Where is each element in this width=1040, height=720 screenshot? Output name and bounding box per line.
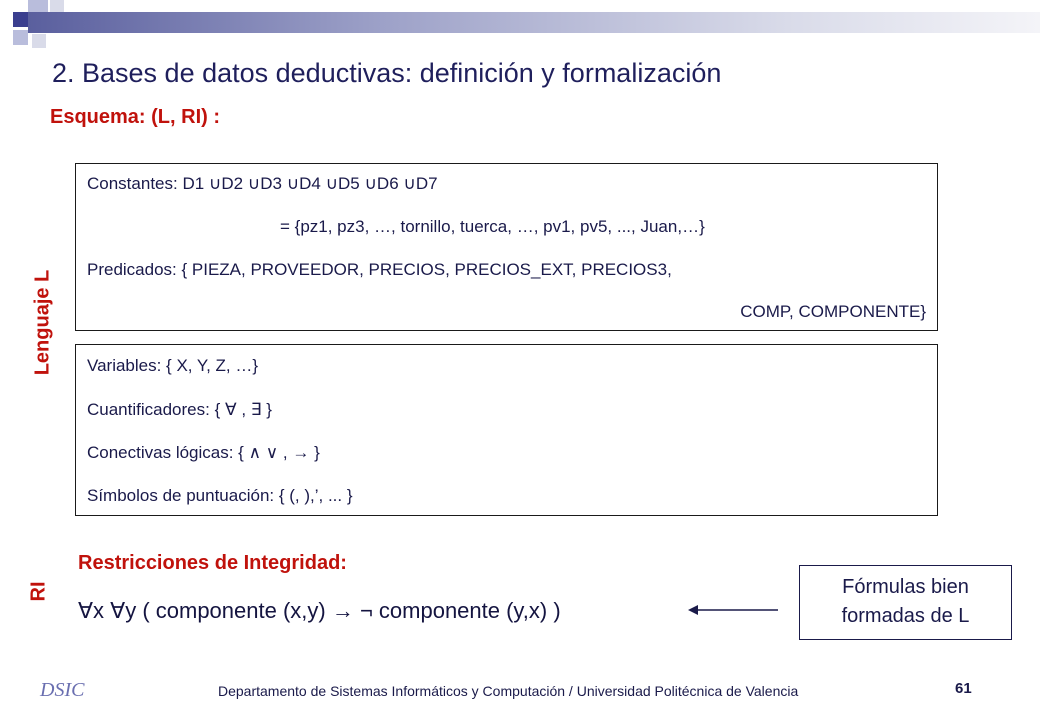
callout-line-2: formadas de L	[841, 605, 970, 627]
constantes-continuation: = {pz1, pz3, …, tornillo, tuerca, …, pv1, pv5, ..., Juan,…}	[280, 217, 705, 236]
dsic-logo	[38, 676, 100, 702]
predicados-line: Predicados: { PIEZA, PROVEEDOR, PRECIOS, PRECIOS_EXT, PRECIOS3,	[87, 260, 672, 279]
integrity-formula: ∀x ∀y ( componente (x,y) → ¬ componente (y,x) )	[78, 598, 561, 623]
decor-square-light-3	[32, 34, 46, 48]
cuantificadores-line: Cuantificadores: { ∀ , ∃ }	[87, 400, 272, 419]
language-symbols-box	[75, 344, 938, 516]
conectivas-line: Conectivas lógicas: { ∧ ∨ , → }	[87, 443, 320, 462]
integrity-constraints-title: Restricciones de Integridad:	[78, 552, 347, 574]
well-formed-callout	[799, 565, 1012, 640]
simbolos-line: Símbolos de puntuación: { (, ),’, ... }	[87, 486, 353, 505]
constantes-line: Constantes: D1 ∪D2 ∪D3 ∪D4 ∪D5 ∪D6 ∪D7	[87, 174, 438, 193]
svg-text:DSIC: DSIC	[40, 679, 85, 701]
predicados-continuation: COMP, COMPONENTE}	[740, 302, 926, 321]
lenguaje-side-label: Lenguaje L	[31, 269, 54, 376]
slide-title: 2. Bases de datos deductivas: definición y formalización	[52, 58, 722, 88]
footer-department: Departamento de Sistemas Informáticos y Computación / Universidad Politécnica de Valencia	[218, 683, 799, 699]
top-decor-bar	[28, 12, 1040, 33]
decor-square-dark-1	[13, 12, 28, 27]
decor-square-light-2	[13, 30, 28, 45]
page-number: 61	[955, 680, 972, 697]
variables-line: Variables: { X, Y, Z, …}	[87, 356, 259, 375]
callout-line-1: Fórmulas bien	[842, 576, 969, 598]
language-constants-box	[75, 163, 938, 331]
schema-subtitle: Esquema: (L, RI) :	[50, 106, 221, 128]
left-arrow-icon	[686, 602, 782, 618]
ri-side-label: RI	[27, 581, 50, 602]
